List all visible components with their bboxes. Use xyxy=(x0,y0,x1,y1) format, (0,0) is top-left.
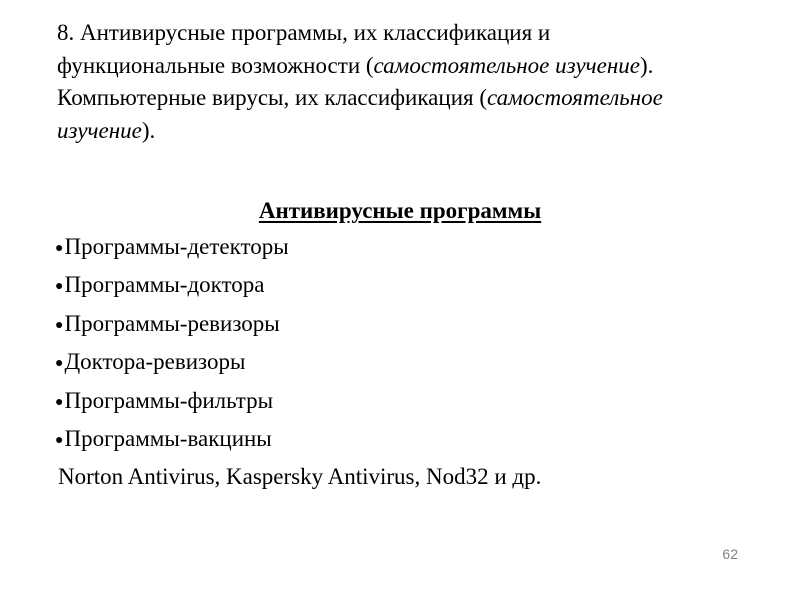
list-item-label: Программы-фильтры xyxy=(64,387,274,413)
page-number: 62 xyxy=(722,546,738,562)
list-item-label: Программы-детекторы xyxy=(64,234,289,259)
list-item xyxy=(55,232,289,270)
list-item xyxy=(55,347,289,385)
bullet-list xyxy=(55,232,289,462)
bullet-icon: ● xyxy=(55,241,64,256)
list-item-label: Программы-доктора xyxy=(64,272,265,298)
list-item-label: Доктора-ревизоры xyxy=(64,349,246,375)
bullet-icon: ● xyxy=(55,356,64,372)
section-title: Антивирусные программы xyxy=(258,198,542,223)
bullet-icon: ● xyxy=(55,279,64,295)
list-item xyxy=(55,309,289,347)
list-item-label: Программы-вакцины xyxy=(64,425,272,451)
slide-heading xyxy=(57,17,717,147)
bullet-icon: ● xyxy=(55,432,64,448)
list-item xyxy=(55,270,289,308)
list-item-label: Программы-ревизоры xyxy=(64,310,280,336)
bullet-icon: ● xyxy=(55,394,64,410)
list-item xyxy=(55,386,289,424)
list-item xyxy=(55,424,289,462)
heading-text-1: 8. Антивирусные программы, их классификация и функциональные возможности ( xyxy=(57,20,551,78)
products-line: Norton Antivirus, Kaspersky Antivirus, Nod32 и др. xyxy=(58,464,542,489)
heading-text-2: ). Компьютерные вирусы, их классификация ( xyxy=(57,52,654,110)
heading-text-3: ). xyxy=(141,117,156,143)
bullet-icon: ● xyxy=(55,317,64,333)
heading-italic-1: самостоятельное изучение xyxy=(373,52,640,78)
heading-italic-2: самостоятельное изучение xyxy=(57,85,663,143)
